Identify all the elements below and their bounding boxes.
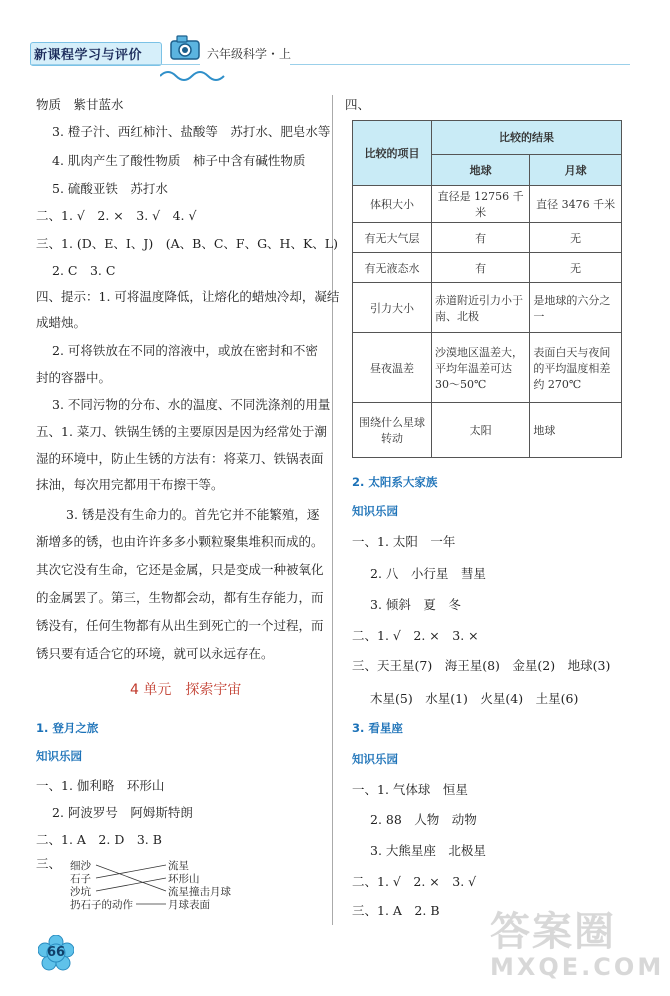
answer-line: 2. 八 小行星 彗星 [370,566,486,581]
table-cell: 无 [530,223,622,253]
answer-line: 渐增多的锈，也由许许多多小颗粒聚集堆积而成的。 [36,534,324,549]
answer-line: 3. 锈是没有生命力的。首先它并不能繁殖，逐 [66,507,320,522]
table-row [353,186,622,223]
answer-line: 其次它没有生命，它还是金属，只是变成一种被氧化 [36,562,324,577]
match-right-item: 月球表面 [168,899,210,911]
table-row [353,253,622,283]
table-cell: 引力大小 [353,283,432,333]
match-right-item: 流星 [168,860,189,872]
answer-line: 2. 88 人物 动物 [370,812,477,827]
section-subtitle: 知识乐园 [352,504,398,518]
section-subtitle: 知识乐园 [352,752,398,766]
table-header-earth: 地球 [432,154,530,185]
table-cell: 体积大小 [353,186,432,223]
section-subtitle: 知识乐园 [36,749,82,763]
answer-line: 物质 紫甘蓝水 [36,97,124,112]
answer-line: 2. 阿波罗号 阿姆斯特朗 [52,805,193,820]
watermark [490,900,665,990]
table-header-item: 比较的项目 [353,121,432,186]
table-row [353,223,622,253]
answer-line: 二、1. A 2. D 3. B [36,832,162,847]
answer-line: 一、1. 太阳 一年 [352,534,456,549]
answer-line: 五、1. 菜刀、铁锅生锈的主要原因是因为经常处于潮 [36,424,327,439]
unit-title: 4 单元 探索宇宙 [130,682,242,698]
page-number-badge [38,935,74,971]
match-left-item: 沙坑 [70,886,91,898]
table-header-result: 比较的结果 [432,121,622,155]
answer-line: 3. 橙子汁、西红柿汁、盐酸等 苏打水、肥皂水等 [52,124,331,139]
answer-line: 3. 倾斜 夏 冬 [370,597,461,612]
match-left-item: 细沙 [70,860,91,872]
book-subtitle: 六年级科学・上 [207,47,292,61]
table-cell: 沙漠地区温差大，平均年温差可达 30～50℃ [432,333,530,403]
answer-line: 三、 [36,856,62,871]
answer-line: 5. 硫酸亚铁 苏打水 [52,181,168,196]
table-cell: 无 [530,253,622,283]
answer-line: 一、1. 伽利略 环形山 [36,778,165,793]
section-title: 1. 登月之旅 [36,721,99,735]
answer-line: 三、1. A 2. B [352,903,440,918]
answer-line: 二、1. √ 2. × 3. √ [352,874,477,889]
table-cell: 直径 3476 千米 [530,186,622,223]
table-cell: 昼夜温差 [353,333,432,403]
answer-line: 三、天王星(7) 海王星(8) 金星(2) 地球(3) [352,658,611,673]
table-cell: 表面白天与夜间的平均温度相差约 270℃ [530,333,622,403]
answer-line: 三、1. (D、E、I、J) (A、B、C、F、G、H、K、L) [36,236,338,251]
table-cell: 围绕什么星球转动 [353,403,432,458]
match-right-item: 环形山 [168,873,200,885]
matching-lines [0,0,240,920]
table-cell: 有 [432,253,530,283]
answer-line: 3. 大熊星座 北极星 [370,843,486,858]
answer-line: 4. 肌肉产生了酸性物质 柿子中含有碱性物质 [52,153,306,168]
table-cell: 直径是 12756 千米 [432,186,530,223]
answer-line: 二、1. √ 2. × 3. √ 4. √ [36,208,197,223]
answer-line: 锈没有，任何生物都有从出生到死亡的一个过程，而 [36,618,324,633]
watermark-en: MXQE.COM [490,953,665,981]
answer-line: 3. 不同污物的分布、水的温度、不同洗涤剂的用量 [52,397,331,412]
column-divider [332,95,333,925]
answer-line: 木星(5) 水星(1) 火星(4) 土星(6) [370,691,579,706]
header-rule-right [290,64,630,65]
question-label: 四、 [345,97,371,112]
answer-line: 湿的环境中，防止生锈的方法有：将菜刀、铁锅表面 [36,451,324,466]
answer-line: 二、1. √ 2. × 3. × [352,628,479,643]
match-left-item: 石子 [70,873,91,885]
answer-line: 抹油，每次用完都用干布擦干等。 [36,477,224,492]
table-cell: 是地球的六分之一 [530,283,622,333]
table-cell: 地球 [530,403,622,458]
table-row [353,333,622,403]
match-left-item: 扔石子的动作 [70,899,133,911]
answer-line: 一、1. 气体球 恒星 [352,782,468,797]
table-cell: 有无大气层 [353,223,432,253]
comparison-table [352,120,622,458]
table-cell: 太阳 [432,403,530,458]
answer-line: 2. C 3. C [52,263,116,278]
table-row [353,403,622,458]
answer-line: 成蜡烛。 [36,315,87,330]
answer-line: 锈只要有适合它的环境，就可以永远存在。 [36,646,274,661]
book-title: 新课程学习与评价 [34,48,143,63]
table-header-moon: 月球 [530,154,622,185]
answer-line: 2. 可将铁放在不同的溶液中，或放在密封和不密 [52,343,318,358]
answer-line: 四、提示：1. 可将温度降低，让熔化的蜡烛冷却，凝结 [36,289,340,304]
page-number: 66 [46,945,66,960]
table-cell: 有无液态水 [353,253,432,283]
table-cell: 赤道附近引力小于南、北极 [432,283,530,333]
match-right-item: 流星撞击月球 [168,886,231,898]
table-row [353,283,622,333]
answer-line: 的金属罢了。第三，生物都会动，都有生存能力，而 [36,590,324,605]
section-title: 2. 太阳系大家族 [352,475,438,489]
table-cell: 有 [432,223,530,253]
answer-line: 封的容器中。 [36,370,112,385]
watermark-cn: 答案圈 [490,909,616,955]
section-title: 3. 看星座 [352,721,403,735]
